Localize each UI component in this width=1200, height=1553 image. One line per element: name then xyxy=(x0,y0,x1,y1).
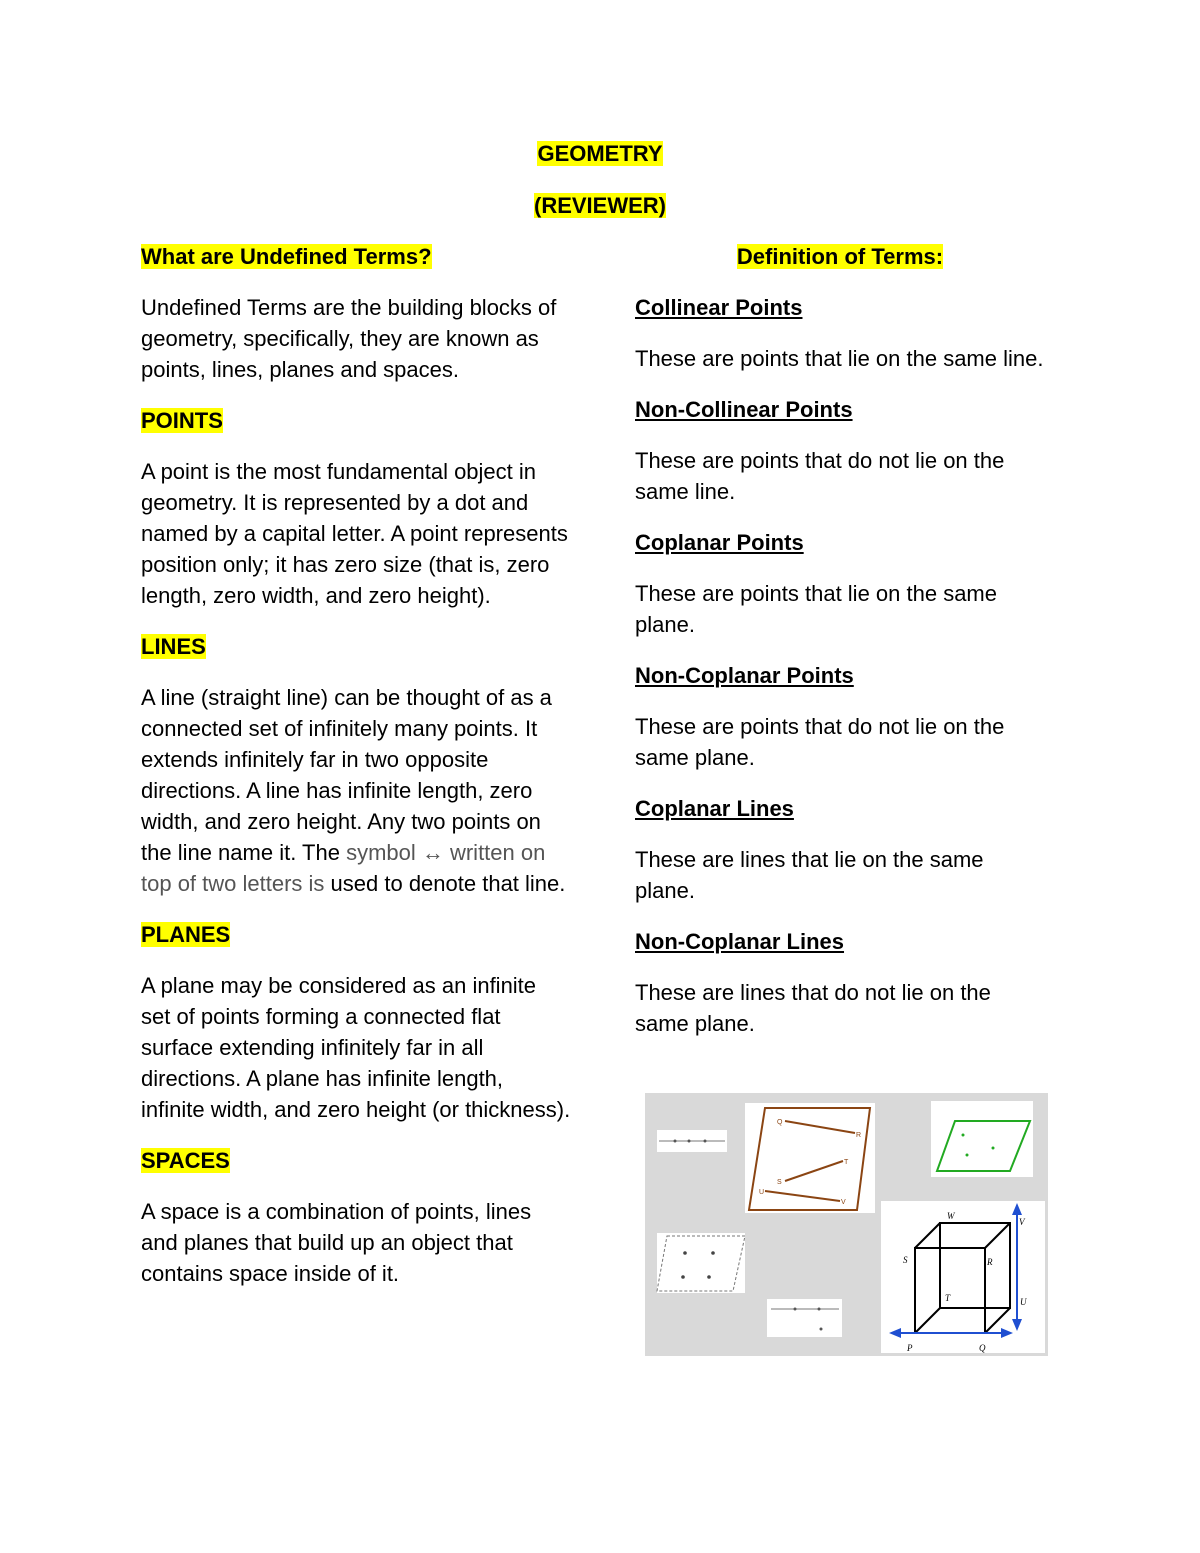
definition-heading: Definition of Terms: xyxy=(736,244,944,269)
spaces-text: A space is a combination of points, lines and planes that build up an object that contains space inside of it. xyxy=(141,1199,532,1286)
points-heading: POINTS xyxy=(141,408,223,433)
cube-label-u: U xyxy=(1020,1297,1027,1307)
cube-label-p: P xyxy=(907,1343,913,1353)
spaces-heading: SPACES xyxy=(141,1148,230,1173)
def-coplanar-lines: These are lines that lie on the same plane. xyxy=(635,847,984,903)
planes-heading: PLANES xyxy=(141,922,231,947)
term-non-coplanar-lines: Non-Coplanar Lines xyxy=(635,929,845,954)
undefined-terms-intro: Undefined Terms are the building blocks of geometry, specifically, they are known as points, lines, planes and spaces. xyxy=(141,295,557,382)
plane-label-s: S xyxy=(777,1179,782,1186)
term-coplanar-points: Coplanar Points xyxy=(635,530,804,555)
plane-label-r: R xyxy=(856,1132,862,1139)
plane-label-v: V xyxy=(841,1199,846,1206)
term-non-coplanar-points: Non-Coplanar Points xyxy=(635,663,854,688)
def-collinear-points: These are points that lie on the same line. xyxy=(635,346,1044,371)
def-non-collinear-points: These are points that do not lie on the same line. xyxy=(635,448,1005,504)
lines-text-main: A line (straight line) can be thought of as a connected set of infinitely many points. It extends infinitely far in two opposite directions. A line has infinite length, zero width, and zero height. Any two points on the line name it. The xyxy=(141,685,552,865)
cube-label-w: W xyxy=(947,1211,955,1221)
term-non-collinear-points: Non-Collinear Points xyxy=(635,397,853,422)
cube-label-q: Q xyxy=(979,1343,986,1353)
right-column xyxy=(635,241,1045,1059)
points-text: A point is the most fundamental object in geometry. It is represented by a dot and named by a capital letter. A point represents position only; it has zero size (that is, zero length, zero width, and zero height). xyxy=(141,459,568,608)
lines-text-symbol: symbol ↔ written on top of two letters is xyxy=(141,840,546,896)
def-coplanar-points: These are points that lie on the same plane. xyxy=(635,581,997,637)
cube-label-t: T xyxy=(945,1293,951,1303)
plane-label-q: Q xyxy=(777,1119,783,1126)
small-line-panel xyxy=(767,1299,842,1337)
document-title: GEOMETRY xyxy=(537,141,663,166)
geometry-figure xyxy=(645,1093,1048,1356)
left-column xyxy=(141,241,571,1309)
term-collinear-points: Collinear Points xyxy=(635,295,803,320)
term-coplanar-lines: Coplanar Lines xyxy=(635,796,794,821)
plane-label-u: U xyxy=(759,1189,765,1196)
def-non-coplanar-lines: These are lines that do not lie on the same plane. xyxy=(635,980,991,1036)
planes-text: A plane may be considered as an infinite set of points forming a connected flat surface extending infinitely far in all directions. A plane has infinite length, infinite width, and zero height (or thickness). xyxy=(141,973,571,1122)
geometry-figure-illustration xyxy=(645,1093,1048,1356)
cube-label-r: R xyxy=(987,1257,993,1267)
plane-label-t: T xyxy=(844,1159,849,1166)
cube-label-v: V xyxy=(1019,1217,1025,1227)
lines-text xyxy=(141,682,571,899)
lines-heading: LINES xyxy=(141,634,206,659)
document-subtitle: (REVIEWER) xyxy=(534,193,666,218)
cube-label-s: S xyxy=(903,1255,908,1265)
def-non-coplanar-points: These are points that do not lie on the same plane. xyxy=(635,714,1005,770)
green-plane-panel xyxy=(931,1101,1033,1177)
lines-text-end: used to denote that line. xyxy=(330,871,566,896)
points-plane-panel xyxy=(657,1233,745,1293)
undefined-terms-heading: What are Undefined Terms? xyxy=(141,244,432,269)
